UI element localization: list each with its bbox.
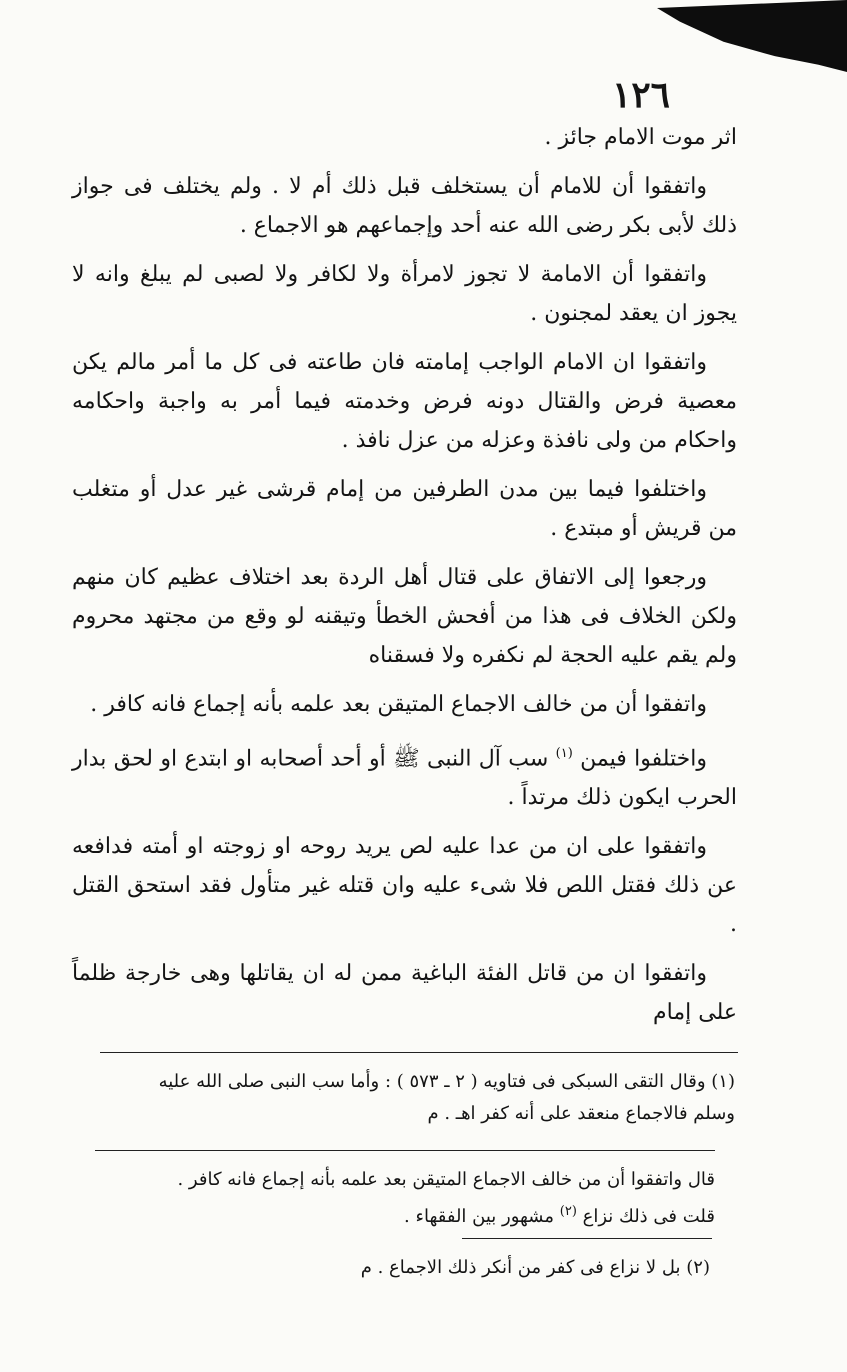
main-text [72, 118, 737, 1042]
footnote-marker: (٢) [559, 1204, 577, 1219]
footnote-line: وسلم فالاجماع منعقد على أنه كفر اهـ . م [427, 1103, 735, 1124]
footnote-divider [100, 1052, 738, 1053]
paragraph: واتفقوا أن الامامة لا تجوز لامرأة ولا لكافر ولا لصبى لم يبلغ وانه لا يجوز ان يعقد لمجنون . [72, 262, 737, 326]
footnote-line [95, 1196, 715, 1233]
page-number: ١٢٦ [612, 74, 671, 116]
footnote-line: (١) وقال التقى السبكى فى فتاويه ( ٢ ـ ٥٧٣ ) : وأما سب النبى صلى الله عليه [158, 1071, 735, 1092]
footnote-2 [240, 1252, 710, 1284]
paragraph [72, 734, 737, 817]
paragraph: واتفقوا أن من خالف الاجماع المتيقن بعد علمه بأنه إجماع فانه كافر . [90, 692, 707, 717]
paragraph: ورجعوا إلى الاتفاق على قتال أهل الردة بعد اختلاف عظيم كان منهم ولكن الخلاف فى هذا من أفحش الخطأ وتيقنه لو وقع من مجتهد محروم ولم يقم عليه الحجة لم نكفره ولا فسقناه [72, 565, 737, 668]
paragraph: واتفقوا أن للامام أن يستخلف قبل ذلك أم لا . ولم يختلف فى جواز ذلك لأبى بكر رضى الله عنه أحد وإجماعهم هو الاجماع . [72, 174, 737, 238]
paragraph: واتفقوا ان من قاتل الفئة الباغية ممن له ان يقاتلها وهى خارجة ظلماً على إمام [72, 961, 737, 1026]
paragraph: اثر موت الامام جائز . [544, 125, 737, 150]
footnote-divider [462, 1238, 712, 1239]
paragraph-text: واختلفوا فيمن [580, 746, 707, 772]
footnote-divider [95, 1150, 715, 1151]
scan-shadow [657, 0, 847, 72]
footnote-marker: (١) [555, 746, 573, 761]
paragraph-text: سب آل النبى ﷺ أو أحد أصحابه او ابتدع او لحق بدار الحرب ايكون ذلك مرتداً . [72, 746, 737, 811]
footnote-line: قال واتفقوا أن من خالف الاجماع المتيقن بعد علمه بأنه إجماع فانه كافر . [177, 1169, 715, 1190]
footnote-1-quote [95, 1164, 715, 1233]
footnote-text: مشهور بين الفقهاء . [404, 1206, 555, 1227]
paragraph: واتفقوا ان الامام الواجب إمامته فان طاعته فى كل ما أمر مالم يكن معصية فرض والقتال دونه فرض وخدمته فيما أمر به واجبة واحكامه واحكام من ولى نافذة وعزله من عزل نافذ . [72, 350, 737, 453]
footnote-1 [85, 1066, 735, 1130]
footnote-line: (٢) بل لا نزاع فى كفر من أنكر ذلك الاجماع . م [360, 1257, 710, 1278]
paragraph: واختلفوا فيما بين مدن الطرفين من إمام قرشى غير عدل أو متغلب من قريش أو مبتدع . [72, 477, 737, 541]
paragraph: واتفقوا على ان من عدا عليه لص يريد روحه او زوجته او أمته فدافعه عن ذلك فقتل اللص فلا شىء عليه وان قتله غير متأول فقد استحق القتل . [72, 834, 737, 938]
footnote-text: قلت فى ذلك نزاع [582, 1206, 715, 1227]
